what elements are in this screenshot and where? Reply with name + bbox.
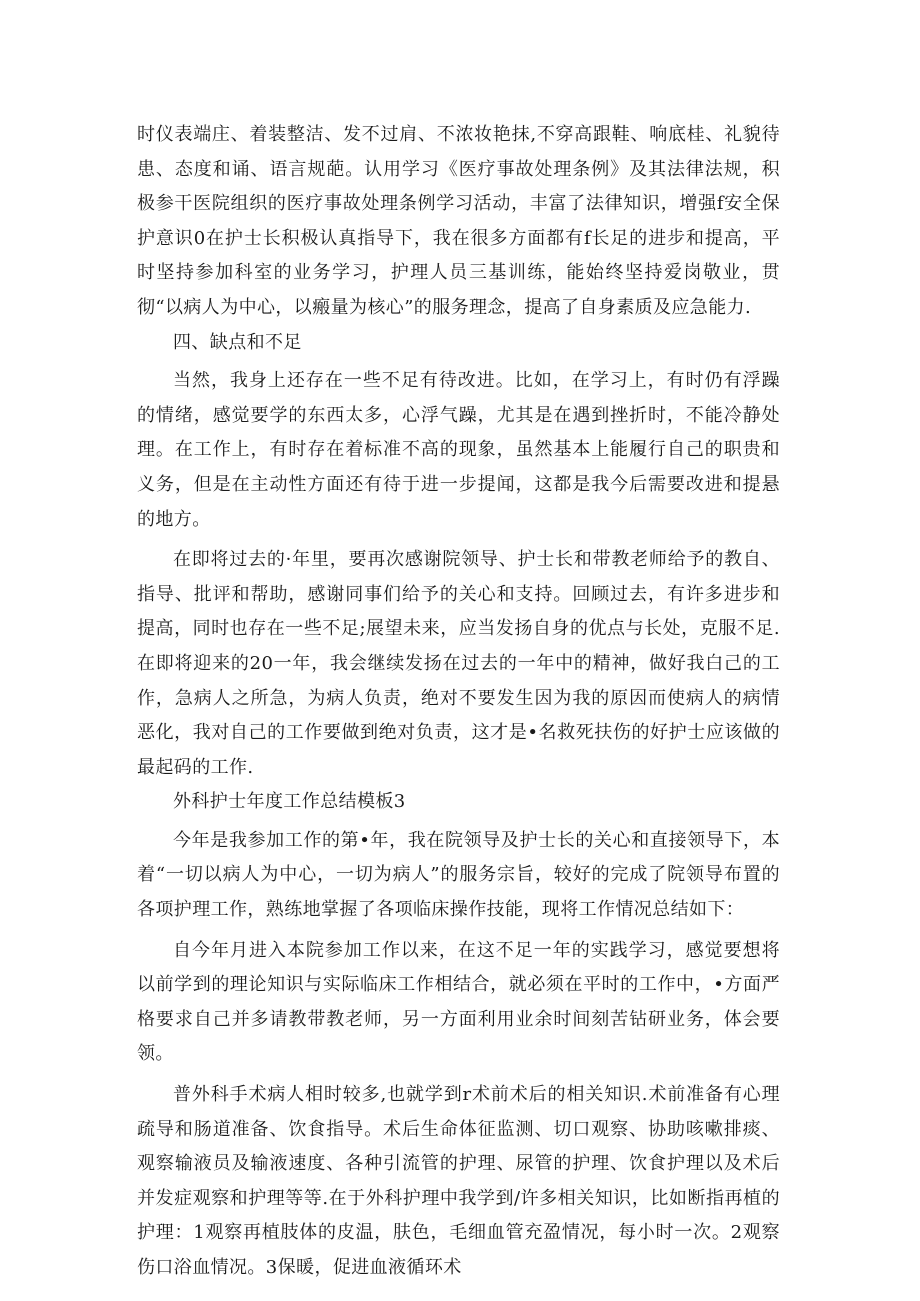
section-heading-shortcomings: 四、缺点和不足 (173, 331, 302, 353)
paragraph-intro: 今年是我参加工作的第•年，我在院领导及护士长的关心和直接领导下，本着“一切以病人为中心，一切为病人”的服务宗旨，较好的完成了院领导布置的各项护理工作，熟练地掌握了各项临床操作技能，现将工作情况总结如下： (137, 829, 780, 921)
document-page (137, 118, 780, 1286)
paragraph-conduct: 时仪表端庄、着装整洁、发不过肩、不浓妆艳抹,不穿高跟鞋、响底桂、礼貌待患、态度和诵、语言规葩。认用学习《医疗事故处理条例》及其法律法规，积极参干医院组织的医疗事故处理条例学习活动，丰富了法律知识，增强f安全保护意识0在护士长积极认真指导下，我在很多方面都有f长足的进步和提高，平时坚持参加科室的业务学习，护理人员三基训练，能始终坚持爱岗敬业，贯彻“以病人为中心，以瘢量为核心”的服务理念，提高了自身素质及应急能力. (137, 124, 780, 318)
paragraph-surgery-care: 普外科手术病人相时较多,也就学到r术前术后的相关知识.术前准备有心理疏导和肠道准备、饮食指导。术后生命体征监测、切口观察、协助咳嗽排痰、观察输液员及输液速度、各种引流管的护理、尿管的护理、饮食护理以及术后并发症观察和护理等等.在于外科护理中我学到/许多相关知识，比如断指再植的护理：1观察再植肢体的皮温，肤色，毛细血管充盈情况，每小时一次。2观察伤口浴血情况。3保暖，促进血液循环术 (137, 1084, 780, 1278)
section-heading-template-3: 外科护士年度工作总结模板3 (173, 791, 406, 813)
paragraph-thanks: 在即将过去的·年里，要再次感谢院领导、护士长和带教老师给予的教自、指导、批评和帮助，感谢同事们给予的关心和支持。回顾过去，有许多进步和提高，同时也存在一些不足;展望未来，应当发扬自身的优点与长处，克服不足.在即将迎来的20一年，我会继续发扬在过去的一年中的精神，做好我白己的工作，急病人之所急，为病人负责，绝对不要发生因为我的原因而使病人的病情恶化，我对自己的工作要做到绝对负责，这才是•名救死扶伤的好护士应该做的最起码的工作. (137, 549, 780, 778)
paragraph-shortcomings: 当然，我身上还存在一些不足有待改进。比如，在学习上，有时仍有浮躁的情绪，感觉要学的东西太多，心浮气躁，尤其是在遇到挫折时，不能冷静处理。在工作上，有时存在着标准不高的现象，虽然基本上能履行自己的职贵和义务，但是在主动性方面还有待于进一步提闻，这都是我今后需要改进和提悬的地方。 (137, 370, 780, 530)
paragraph-practice: 自今年月进入本院参加工作以来，在这不足一年的实践学习，感觉要想将以前学到的理论知识与实际临床工作相结合，就必须在平时的工作中，•方面严格要求自己并多请教带教老师，另一方面利用业余时间刻苦钻研业务，体会要领。 (137, 939, 780, 1065)
